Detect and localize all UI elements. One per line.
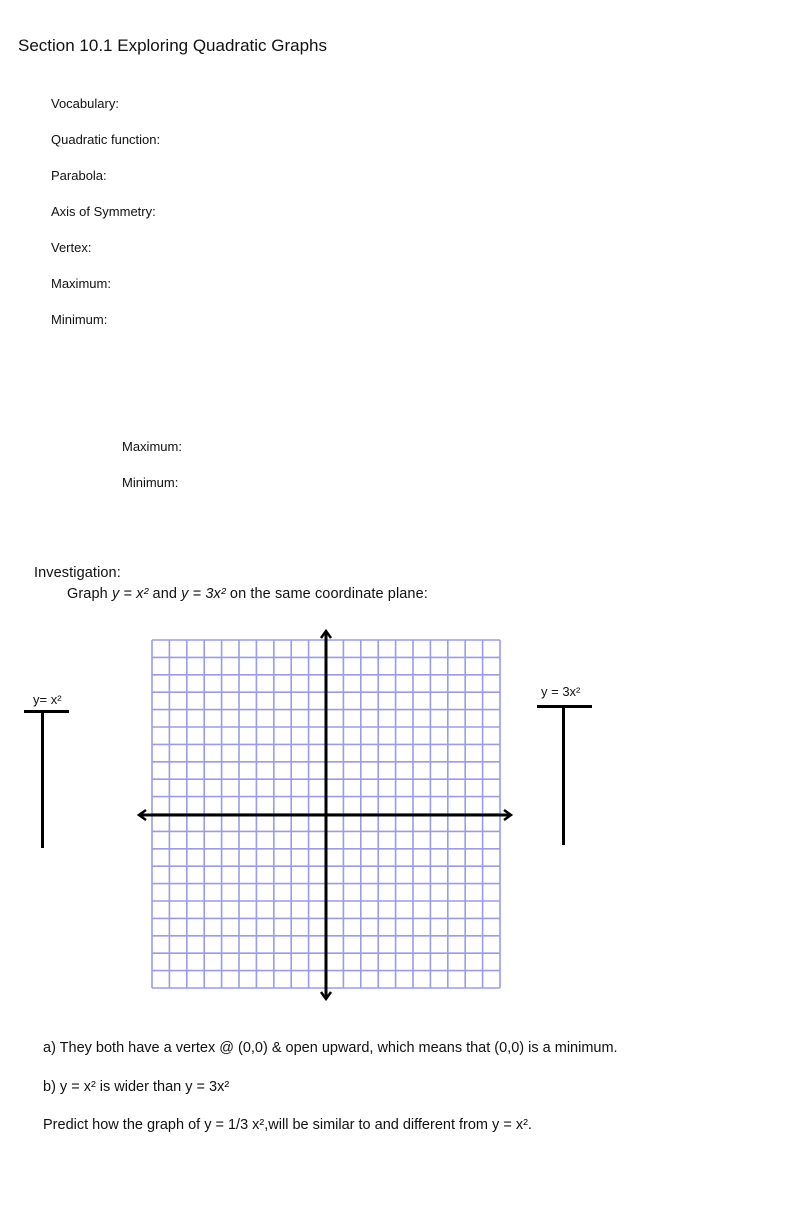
prompt-text-1: Graph [67,586,112,602]
term-vertex: Vertex: [51,240,92,255]
right-table-label: y = 3x² [541,684,581,699]
vocabulary-heading: Vocabulary: [51,96,119,111]
investigation-heading: Investigation: [34,565,121,581]
prompt-text-3: on the same coordinate plane: [225,586,428,602]
left-table-label: y= x² [33,692,62,707]
answer-b: b) y = x² is wider than y = 3x² [43,1079,230,1095]
axes [139,631,511,999]
term-parabola: Parabola: [51,168,107,183]
term-minimum: Minimum: [51,312,108,327]
prompt-text-2: and [148,586,182,602]
prompt-equation-2: y = 3x² [181,586,226,602]
term-axis-of-symmetry: Axis of Symmetry: [51,204,156,219]
indented-term-maximum: Maximum: [122,439,182,454]
prompt-equation-1: y = x² [111,586,149,602]
indented-term-minimum: Minimum: [122,475,179,490]
answer-a: a) They both have a vertex @ (0,0) & open upward, which means that (0,0) is a minimum. [43,1040,618,1056]
term-quadratic-function: Quadratic function: [51,132,161,147]
page-title: Section 10.1 Exploring Quadratic Graphs [18,36,328,55]
term-maximum: Maximum: [51,276,111,291]
prediction-prompt: Predict how the graph of y = 1/3 x²,will be similar to and different from y = x². [43,1117,532,1133]
